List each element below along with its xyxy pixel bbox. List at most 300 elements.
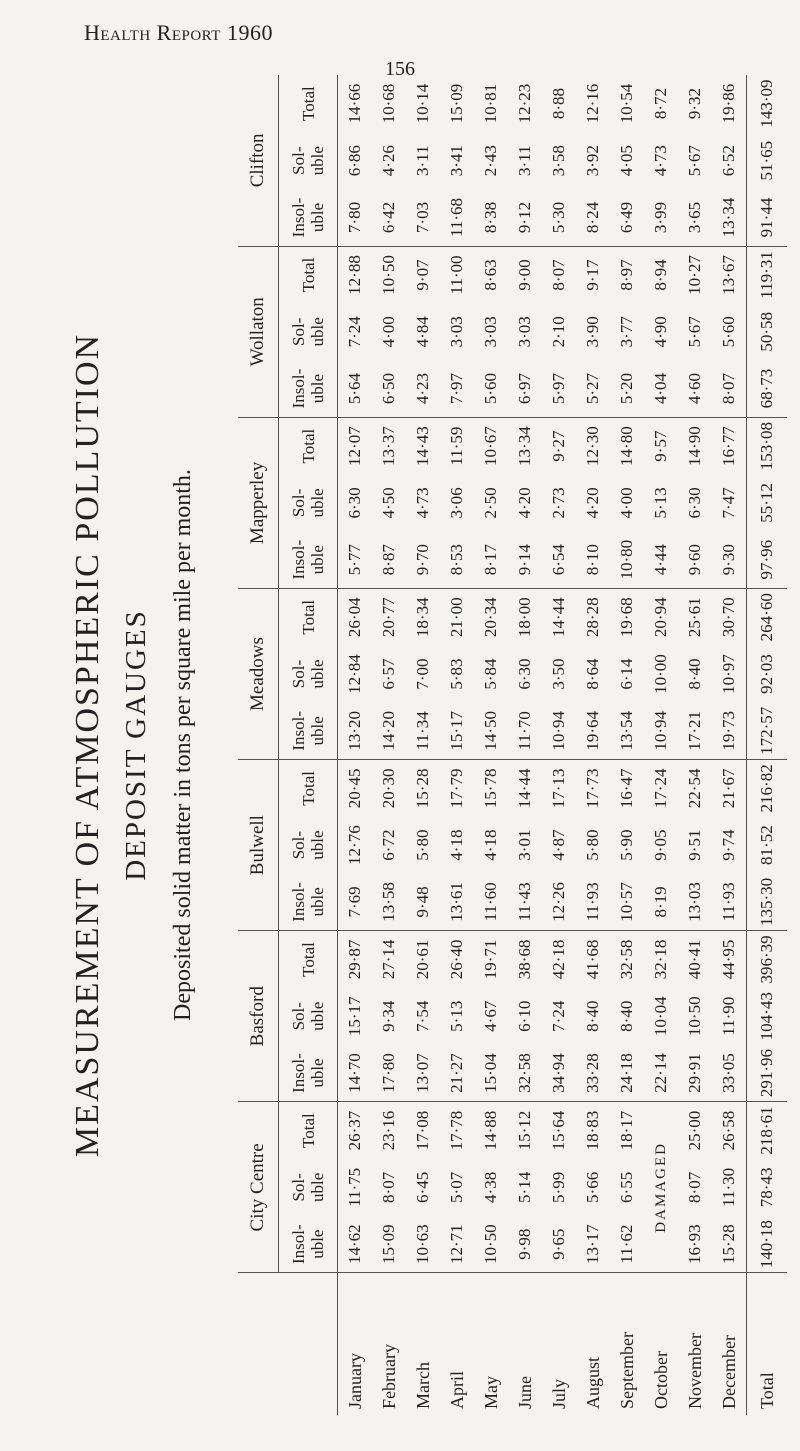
- value-cell: 15·78: [481, 768, 500, 809]
- column-subheader: Total: [279, 588, 338, 645]
- value-cell: 11·00: [447, 255, 466, 295]
- total-value-cell: 135·30: [747, 874, 788, 931]
- value-cell: 6·30: [685, 487, 704, 519]
- value-cell: 14·44: [515, 768, 534, 809]
- value-cell: 19·68: [617, 597, 636, 638]
- value-cell: 9·27: [549, 430, 568, 462]
- value-cell: 10·97: [719, 654, 738, 694]
- value-cell: 2·73: [549, 487, 568, 519]
- total-value-cell: 140·18: [747, 1216, 788, 1273]
- month-label: September: [616, 1332, 637, 1409]
- value-cell: 29·87: [345, 939, 364, 980]
- value-cell: 32·18: [651, 939, 670, 980]
- value-cell: 26·37: [345, 1110, 364, 1151]
- value-cell: 3·03: [447, 316, 466, 348]
- value-cell: 11·75: [345, 1167, 364, 1207]
- sub-title: DEPOSIT GAUGES: [120, 609, 152, 881]
- table-row: [610, 75, 644, 1415]
- value-cell: 12·16: [583, 83, 602, 124]
- value-cell: 2·10: [549, 316, 568, 348]
- value-cell: 6·30: [345, 487, 364, 519]
- value-cell: 9·17: [583, 259, 602, 291]
- value-cell: 8·38: [474, 189, 508, 246]
- value-cell: 6·10: [515, 1000, 534, 1032]
- value-cell: 13·07: [406, 1045, 440, 1102]
- value-cell: 3·90: [583, 316, 602, 348]
- table-row: [372, 75, 406, 1415]
- value-cell: 6·54: [542, 531, 576, 588]
- month-label: July: [548, 1378, 569, 1409]
- total-value-cell: 216·82: [747, 760, 788, 817]
- value-cell: 10·81: [481, 83, 500, 124]
- total-row: [747, 75, 788, 1415]
- table-row: [542, 75, 576, 1415]
- total-value-cell: 119·31: [747, 246, 788, 303]
- value-cell: 5·14: [515, 1171, 534, 1203]
- value-cell: 7·69: [338, 874, 373, 931]
- value-cell: 8·10: [576, 531, 610, 588]
- value-cell: 8·72: [651, 88, 670, 120]
- value-cell: 9·98: [508, 1216, 542, 1273]
- value-cell: 18·34: [413, 597, 432, 638]
- value-cell: 20·77: [379, 597, 398, 638]
- value-cell: 10·14: [413, 83, 432, 124]
- value-cell: 10·50: [685, 996, 704, 1037]
- value-cell: 30·70: [719, 597, 738, 638]
- month-label: June: [514, 1376, 535, 1409]
- month-label: November: [684, 1333, 705, 1409]
- value-cell: 8·63: [481, 259, 500, 291]
- value-cell: 6·86: [345, 145, 364, 177]
- value-cell: 6·45: [413, 1171, 432, 1203]
- value-cell: 9·12: [508, 189, 542, 246]
- value-cell: 10·94: [644, 703, 678, 760]
- value-cell: 20·34: [481, 597, 500, 638]
- value-cell: 10·67: [481, 426, 500, 466]
- value-cell: 4·73: [651, 145, 670, 177]
- value-cell: 5·07: [447, 1171, 466, 1203]
- total-label: Total: [747, 1273, 788, 1415]
- value-cell: 27·14: [379, 939, 398, 980]
- value-cell: 7·54: [413, 1000, 432, 1032]
- value-cell: 5·13: [651, 487, 670, 519]
- value-cell: 5·66: [583, 1171, 602, 1203]
- value-cell: 9·34: [379, 1000, 398, 1032]
- column-subheader: Sol- uble: [279, 646, 338, 703]
- value-cell: 25·00: [685, 1110, 704, 1151]
- value-cell: 11·59: [447, 426, 466, 466]
- value-cell: 10·50: [474, 1216, 508, 1273]
- value-cell: 26·58: [719, 1110, 738, 1151]
- value-cell: 17·78: [447, 1110, 466, 1151]
- value-cell: 14·66: [345, 83, 364, 124]
- value-cell: 5·60: [474, 360, 508, 417]
- value-cell: 5·80: [413, 829, 432, 861]
- damaged-note: DAMAGED: [644, 1102, 678, 1273]
- total-value-cell: 104·43: [747, 988, 788, 1045]
- table-row: [644, 75, 678, 1415]
- value-cell: 6·52: [719, 145, 738, 177]
- value-cell: 3·01: [515, 829, 534, 861]
- total-value-cell: 172·57: [747, 703, 788, 760]
- value-cell: 14·44: [549, 597, 568, 638]
- value-cell: 11·34: [406, 703, 440, 760]
- value-cell: 17·73: [583, 768, 602, 809]
- table-row: [406, 75, 440, 1415]
- value-cell: 13·20: [338, 703, 373, 760]
- value-cell: 5·27: [576, 360, 610, 417]
- value-cell: 7·03: [406, 189, 440, 246]
- value-cell: 4·50: [379, 487, 398, 519]
- value-cell: 20·94: [651, 597, 670, 638]
- total-value-cell: 97·96: [747, 531, 788, 588]
- value-cell: 5·64: [338, 360, 373, 417]
- location-header: Wollaton: [238, 246, 279, 417]
- value-cell: 9·57: [651, 430, 670, 462]
- value-cell: 6·97: [508, 360, 542, 417]
- value-cell: 8·87: [372, 531, 406, 588]
- value-cell: 3·65: [678, 189, 712, 246]
- value-cell: 13·37: [379, 426, 398, 466]
- month-label: May: [480, 1376, 501, 1409]
- value-cell: 8·64: [583, 658, 602, 690]
- value-cell: 5·30: [542, 189, 576, 246]
- value-cell: 8·07: [379, 1171, 398, 1203]
- value-cell: 7·00: [413, 658, 432, 690]
- value-cell: 17·21: [678, 703, 712, 760]
- value-cell: 9·07: [413, 259, 432, 291]
- value-cell: 12·76: [345, 825, 364, 865]
- total-value-cell: 291·96: [747, 1045, 788, 1102]
- value-cell: 4·90: [651, 316, 670, 348]
- value-cell: 3·77: [617, 316, 636, 348]
- value-cell: 7·97: [440, 360, 474, 417]
- value-cell: 9·05: [651, 829, 670, 861]
- value-cell: 11·30: [719, 1167, 738, 1207]
- value-cell: 2·43: [481, 145, 500, 177]
- value-cell: 6·14: [617, 658, 636, 690]
- value-cell: 16·93: [678, 1216, 712, 1273]
- value-cell: 13·17: [576, 1216, 610, 1273]
- value-cell: 9·65: [542, 1216, 576, 1273]
- value-cell: 10·50: [379, 255, 398, 295]
- value-cell: 3·50: [549, 658, 568, 690]
- value-cell: 2·50: [481, 487, 500, 519]
- value-cell: 10·27: [685, 255, 704, 295]
- value-cell: 24·18: [610, 1045, 644, 1102]
- value-cell: 13·34: [712, 189, 747, 246]
- running-header: Health Report 1960: [84, 20, 273, 45]
- value-cell: 4·84: [413, 316, 432, 348]
- value-cell: 5·67: [685, 145, 704, 177]
- value-cell: 12·84: [345, 654, 364, 694]
- month-label: October: [650, 1351, 671, 1409]
- value-cell: 8·07: [685, 1171, 704, 1203]
- total-value-cell: 50·58: [747, 303, 788, 360]
- value-cell: 4·23: [406, 360, 440, 417]
- value-cell: 5·60: [719, 316, 738, 348]
- value-cell: 12·30: [583, 426, 602, 466]
- value-cell: 15·28: [413, 768, 432, 809]
- value-cell: 22·14: [644, 1045, 678, 1102]
- value-cell: 11·68: [440, 189, 474, 246]
- month-label: January: [344, 1353, 365, 1409]
- title-block: [60, 75, 198, 1415]
- value-cell: 7·47: [719, 487, 738, 519]
- value-cell: 12·23: [515, 83, 534, 124]
- value-cell: 5·80: [583, 829, 602, 861]
- total-value-cell: 153·08: [747, 417, 788, 474]
- value-cell: 3·11: [515, 145, 534, 176]
- value-cell: 12·71: [440, 1216, 474, 1273]
- value-cell: 33·05: [712, 1045, 747, 1102]
- value-cell: 13·58: [372, 874, 406, 931]
- value-cell: 10·00: [651, 654, 670, 694]
- value-cell: 6·49: [610, 189, 644, 246]
- total-value-cell: 68·73: [747, 360, 788, 417]
- value-cell: 14·88: [481, 1110, 500, 1151]
- month-label: March: [412, 1362, 433, 1409]
- table-row: [712, 75, 747, 1415]
- column-subheader: Insol- uble: [279, 874, 338, 931]
- value-cell: 15·09: [447, 83, 466, 124]
- value-cell: 8·07: [549, 259, 568, 291]
- total-value-cell: 91·44: [747, 189, 788, 246]
- value-cell: 3·11: [413, 145, 432, 176]
- value-cell: 15·64: [549, 1110, 568, 1151]
- value-cell: 15·17: [440, 703, 474, 760]
- deposit-gauges-table: [238, 75, 787, 1415]
- value-cell: 41·68: [583, 939, 602, 980]
- value-cell: 8·88: [549, 88, 568, 120]
- total-value-cell: 78·43: [747, 1159, 788, 1216]
- value-cell: 8·40: [685, 658, 704, 690]
- value-cell: 14·80: [617, 426, 636, 466]
- value-cell: 11·93: [712, 874, 747, 931]
- table-row: [508, 75, 542, 1415]
- value-cell: 8·07: [712, 360, 747, 417]
- value-cell: 12·07: [345, 426, 364, 466]
- value-cell: 4·38: [481, 1171, 500, 1203]
- value-cell: 34·94: [542, 1045, 576, 1102]
- value-cell: 33·28: [576, 1045, 610, 1102]
- value-cell: 20·61: [413, 939, 432, 980]
- value-cell: 5·20: [610, 360, 644, 417]
- value-cell: 5·99: [549, 1171, 568, 1203]
- value-cell: 10·80: [610, 531, 644, 588]
- total-value-cell: 396·39: [747, 931, 788, 988]
- column-subheader: Total: [279, 931, 338, 988]
- value-cell: 9·74: [719, 829, 738, 861]
- value-cell: 6·55: [617, 1171, 636, 1203]
- value-cell: 6·42: [372, 189, 406, 246]
- value-cell: 13·03: [678, 874, 712, 931]
- value-cell: 19·73: [712, 703, 747, 760]
- value-cell: 13·54: [610, 703, 644, 760]
- value-cell: 9·48: [406, 874, 440, 931]
- column-subheader: Sol- uble: [279, 474, 338, 531]
- value-cell: 29·91: [678, 1045, 712, 1102]
- value-cell: 9·60: [678, 531, 712, 588]
- month-header-cell: [238, 1273, 338, 1415]
- column-subheader: Sol- uble: [279, 303, 338, 360]
- value-cell: 8·19: [644, 874, 678, 931]
- column-subheader: Total: [279, 246, 338, 303]
- value-cell: 10·63: [406, 1216, 440, 1273]
- total-value-cell: 218·61: [747, 1102, 788, 1159]
- column-subheader: Total: [279, 75, 338, 132]
- value-cell: 6·30: [515, 658, 534, 690]
- total-value-cell: 55·12: [747, 474, 788, 531]
- column-subheader: Sol- uble: [279, 1159, 338, 1216]
- value-cell: 9·14: [508, 531, 542, 588]
- value-cell: 18·00: [515, 597, 534, 638]
- value-cell: 23·16: [379, 1110, 398, 1151]
- value-cell: 21·67: [719, 768, 738, 809]
- value-cell: 6·72: [379, 829, 398, 861]
- value-cell: 19·71: [481, 939, 500, 980]
- value-cell: 7·80: [338, 189, 373, 246]
- total-value-cell: 81·52: [747, 817, 788, 874]
- value-cell: 3·03: [481, 316, 500, 348]
- value-cell: 4·44: [644, 531, 678, 588]
- value-cell: 15·17: [345, 996, 364, 1037]
- column-subheader: Total: [279, 1102, 338, 1159]
- value-cell: 12·26: [542, 874, 576, 931]
- value-cell: 5·84: [481, 658, 500, 690]
- value-cell: 4·05: [617, 145, 636, 177]
- value-cell: 8·24: [576, 189, 610, 246]
- value-cell: 13·61: [440, 874, 474, 931]
- location-header: City Centre: [238, 1102, 279, 1273]
- value-cell: 14·62: [338, 1216, 373, 1273]
- value-cell: 4·67: [481, 1000, 500, 1032]
- value-cell: 11·62: [610, 1216, 644, 1273]
- value-cell: 7·24: [549, 1000, 568, 1032]
- location-header: Meadows: [238, 588, 279, 759]
- column-subheader: Insol- uble: [279, 531, 338, 588]
- value-cell: 4·00: [617, 487, 636, 519]
- value-cell: 8·40: [617, 1000, 636, 1032]
- value-cell: 5·83: [447, 658, 466, 690]
- value-cell: 17·24: [651, 768, 670, 809]
- value-cell: 42·18: [549, 939, 568, 980]
- value-cell: 4·00: [379, 316, 398, 348]
- value-cell: 15·09: [372, 1216, 406, 1273]
- column-subheader: Sol- uble: [279, 988, 338, 1045]
- location-header: Bulwell: [238, 760, 279, 931]
- value-cell: 18·83: [583, 1110, 602, 1151]
- rotated-table-page: [60, 75, 777, 1415]
- value-cell: 12·88: [345, 255, 364, 295]
- value-cell: 3·92: [583, 145, 602, 177]
- column-subheader: Insol- uble: [279, 1045, 338, 1102]
- value-cell: 21·27: [440, 1045, 474, 1102]
- value-cell: 17·79: [447, 768, 466, 809]
- value-cell: 28·28: [583, 597, 602, 638]
- column-subheader: Total: [279, 760, 338, 817]
- value-cell: 22·54: [685, 768, 704, 809]
- value-cell: 14·43: [413, 426, 432, 466]
- value-cell: 5·67: [685, 316, 704, 348]
- value-cell: 3·06: [447, 487, 466, 519]
- column-subheader: Total: [279, 417, 338, 474]
- value-cell: 15·04: [474, 1045, 508, 1102]
- total-value-cell: 264·60: [747, 588, 788, 645]
- value-cell: 3·99: [644, 189, 678, 246]
- value-cell: 11·43: [508, 874, 542, 931]
- value-cell: 17·80: [372, 1045, 406, 1102]
- value-cell: 4·18: [481, 829, 500, 861]
- value-cell: 38·68: [515, 939, 534, 980]
- value-cell: 18·17: [617, 1110, 636, 1151]
- column-subheader: Insol- uble: [279, 360, 338, 417]
- value-cell: 5·97: [542, 360, 576, 417]
- value-cell: 15·12: [515, 1110, 534, 1151]
- main-title: MEASUREMENT OF ATMOSPHERIC POLLUTION: [69, 332, 106, 1158]
- value-cell: 20·30: [379, 768, 398, 809]
- value-cell: 9·51: [685, 829, 704, 861]
- value-cell: 40·41: [685, 939, 704, 980]
- value-cell: 3·41: [447, 145, 466, 177]
- location-header: Basford: [238, 931, 279, 1102]
- month-label: February: [378, 1344, 399, 1409]
- month-label: December: [718, 1335, 739, 1409]
- value-cell: 11·70: [508, 703, 542, 760]
- value-cell: 16·47: [617, 768, 636, 809]
- value-cell: 26·04: [345, 597, 364, 638]
- value-cell: 8·53: [440, 531, 474, 588]
- value-cell: 32·58: [508, 1045, 542, 1102]
- table-row: [338, 75, 373, 1415]
- value-cell: 10·57: [610, 874, 644, 931]
- value-cell: 17·13: [549, 768, 568, 809]
- value-cell: 20·45: [345, 768, 364, 809]
- table-row: [474, 75, 508, 1415]
- total-value-cell: 143·09: [747, 75, 788, 132]
- location-header: Clifton: [238, 75, 279, 246]
- value-cell: 26·40: [447, 939, 466, 980]
- value-cell: 17·08: [413, 1110, 432, 1151]
- value-cell: 4·60: [678, 360, 712, 417]
- column-subheader: Sol- uble: [279, 132, 338, 189]
- value-cell: 5·13: [447, 1000, 466, 1032]
- value-cell: 9·70: [406, 531, 440, 588]
- value-cell: 6·57: [379, 658, 398, 690]
- value-cell: 11·93: [576, 874, 610, 931]
- value-cell: 14·70: [338, 1045, 373, 1102]
- column-subheader: Sol- uble: [279, 817, 338, 874]
- month-label: April: [446, 1371, 467, 1409]
- value-cell: 10·04: [651, 996, 670, 1037]
- value-cell: 8·17: [474, 531, 508, 588]
- location-header: Mapperley: [238, 417, 279, 588]
- value-cell: 5·90: [617, 829, 636, 861]
- value-cell: 4·26: [379, 145, 398, 177]
- value-cell: 4·87: [549, 829, 568, 861]
- value-cell: 10·94: [542, 703, 576, 760]
- page-number: 156: [385, 58, 415, 80]
- value-cell: 9·30: [712, 531, 747, 588]
- value-cell: 13·34: [515, 426, 534, 466]
- value-cell: 10·68: [379, 83, 398, 124]
- value-cell: 15·28: [712, 1216, 747, 1273]
- value-cell: 5·77: [338, 531, 373, 588]
- value-cell: 8·94: [651, 259, 670, 291]
- value-cell: 4·18: [447, 829, 466, 861]
- column-subheader: Insol- uble: [279, 189, 338, 246]
- table-caption: Deposited solid matter in tons per square mile per month.: [170, 469, 196, 1021]
